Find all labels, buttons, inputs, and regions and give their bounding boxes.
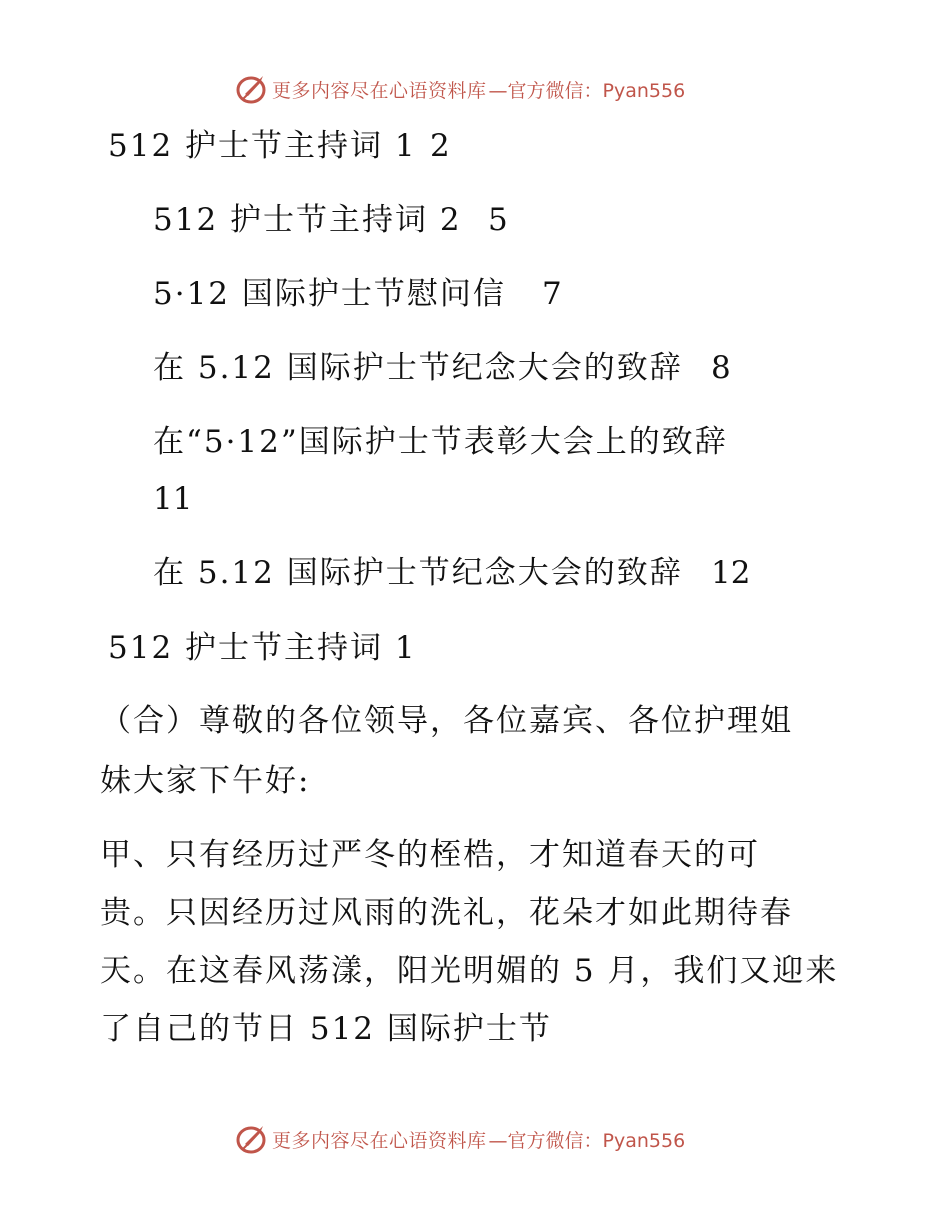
toc-entry-page: 12 (711, 555, 751, 591)
toc-entry-page: 11 (153, 481, 193, 517)
toc-entry-page: 8 (711, 350, 731, 386)
feather-seal-icon (236, 72, 268, 106)
body-line: （合）尊敬的各位领导，各位嘉宾、各位护理姐 (100, 703, 793, 739)
toc-entry-title: 在“5·12”国际护士节表彰大会上的致辞 (153, 424, 728, 460)
toc-entry-title: 5·12 国际护士节慰问信 (153, 276, 506, 312)
toc-entry-page: 7 (542, 276, 562, 312)
watermark-contact-text: —官方微信：Pyan556 (488, 1129, 686, 1152)
toc-entry-title: 512 护士节主持词 1 (108, 128, 417, 164)
toc-entry-title: 在 5.12 国际护士节纪念大会的致辞 (153, 350, 683, 386)
watermark-banner-bottom (236, 1122, 685, 1156)
body-line: 贵。只因经历过风雨的洗礼，花朵才如此期待春 (100, 895, 793, 931)
watermark-contact-text: —官方微信：Pyan556 (488, 79, 686, 102)
watermark-site-text: 更多内容尽在心语资料库 (272, 1129, 487, 1152)
feather-seal-icon (236, 1122, 268, 1156)
watermark-banner-top (236, 72, 685, 106)
watermark-site-text: 更多内容尽在心语资料库 (272, 79, 487, 102)
body-line: 天。在这春风荡漾，阳光明媚的 5 月，我们又迎来 (100, 953, 839, 989)
section-title: 512 护士节主持词 1 (108, 630, 417, 666)
body-line: 妹大家下午好: (100, 763, 311, 799)
toc-entry-page: 2 (430, 128, 450, 164)
toc-entry-page: 5 (488, 202, 508, 238)
toc-entry-title: 512 护士节主持词 2 (153, 202, 462, 238)
toc-entry-title: 在 5.12 国际护士节纪念大会的致辞 (153, 555, 683, 591)
body-line: 了自己的节日 512 国际护士节 (100, 1011, 552, 1047)
body-line: 甲、只有经历过严冬的桎梏，才知道春天的可 (100, 837, 760, 873)
